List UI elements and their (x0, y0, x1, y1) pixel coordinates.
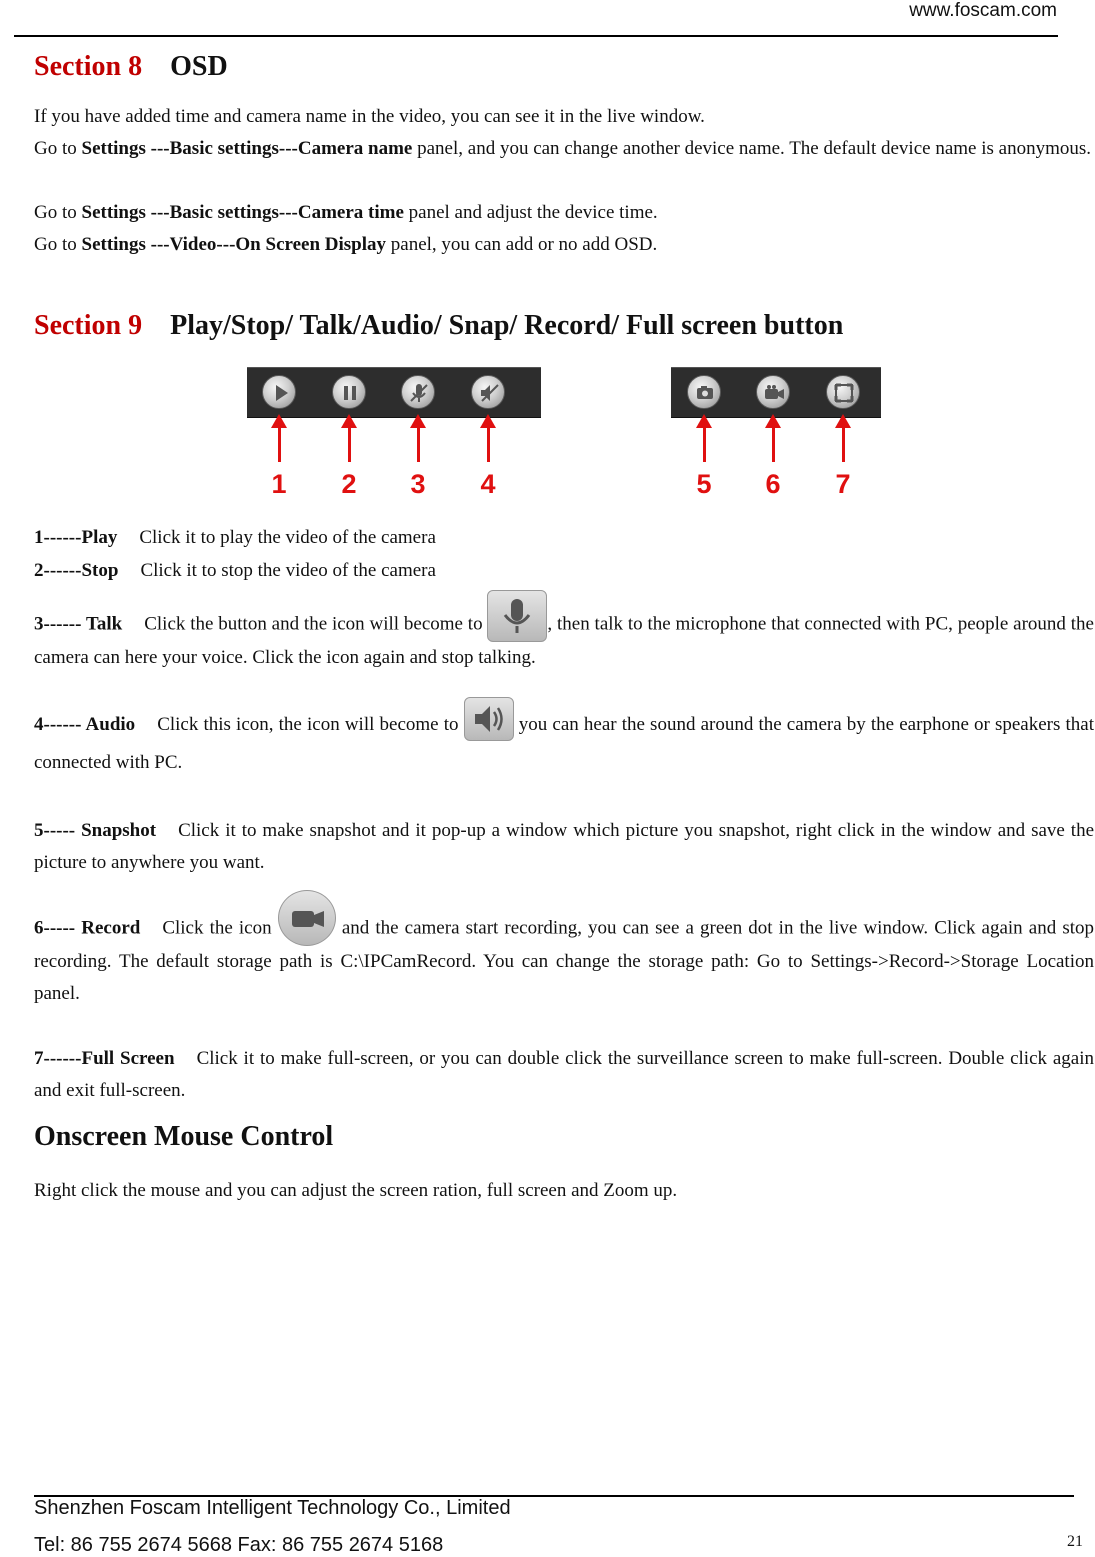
speaker-icon (464, 697, 514, 741)
camera-icon (687, 375, 721, 409)
item-record: 6----- Record Click the icon and the camera start recording, you can see a green dot in the live window. Click again and stop recording. The default storage path is C:\IPCamRecord. You can change the storage path: Go to Settings->Record->Storage Location panel. (34, 912, 1094, 1010)
arrow-5 (703, 426, 706, 462)
item-play: 1------Play Click it to play the video of the camera (34, 527, 436, 548)
footer-company: Shenzhen Foscam Intelligent Technology Co., Limited (34, 1497, 511, 1519)
video-camera-icon (278, 890, 336, 946)
figure-label-5: 5 (696, 469, 712, 499)
figure-label-1: 1 (271, 469, 287, 499)
figure-label-7: 7 (835, 469, 851, 499)
figure-label-2: 2 (341, 469, 357, 499)
header-divider (14, 35, 1058, 37)
section-8-line-2: Go to Settings ---Basic settings---Camera name panel, and you can change another device name. The default device name is anonymous. (34, 138, 1091, 159)
item-fullscreen: 7------Full Screen Click it to make full-screen, or you can double click the surveillance screen to make full-screen. Double click again and exit full-screen. (34, 1048, 1095, 1101)
left-toolbar-image (247, 367, 541, 418)
section-8-title: OSD (170, 51, 228, 82)
section-8-line-3: Go to Settings ---Basic settings---Camera time panel and adjust the device time. (34, 202, 658, 223)
item-stop-label: 2------Stop (34, 560, 119, 581)
figure-label-3: 3 (410, 469, 426, 499)
header-url: www.foscam.com (909, 0, 1057, 21)
pause-icon (332, 375, 366, 409)
section-9-number: Section 9 (34, 310, 143, 341)
video-camera-icon (756, 375, 790, 409)
item-fullscreen-label: 7------Full Screen (34, 1048, 175, 1069)
play-icon (262, 375, 296, 409)
microphone-icon (487, 590, 547, 642)
section-9-heading (34, 310, 843, 342)
right-toolbar-image (671, 367, 881, 418)
settings-path-camera-time: Settings ---Basic settings---Camera time (81, 202, 404, 223)
page-number: 21 (1067, 1533, 1083, 1550)
arrow-3 (417, 426, 420, 462)
footer-contact: Tel: 86 755 2674 5668 Fax: 86 755 2674 5168 (34, 1534, 444, 1556)
arrow-1 (278, 426, 281, 462)
settings-path-camera-name: Settings ---Basic settings---Camera name (81, 138, 413, 159)
speaker-muted-icon (471, 375, 505, 409)
item-talk-label: 3------ Talk (34, 613, 123, 635)
arrow-6 (772, 426, 775, 462)
figure-label-4: 4 (480, 469, 496, 499)
arrow-2 (348, 426, 351, 462)
onscreen-text: Right click the mouse and you can adjust the screen ration, full screen and Zoom up. (34, 1180, 678, 1201)
microphone-muted-icon (401, 375, 435, 409)
figure-label-6: 6 (765, 469, 781, 499)
onscreen-heading: Onscreen Mouse Control (34, 1121, 334, 1152)
section-8-line-1: If you have added time and camera name in the video, you can see it in the live window. (34, 106, 705, 127)
item-stop: 2------Stop Click it to stop the video of the camera (34, 560, 436, 581)
item-record-label: 6----- Record (34, 917, 141, 939)
section-8-line-4: Go to Settings ---Video---On Screen Display panel, you can add or no add OSD. (34, 234, 658, 255)
item-talk: 3------ Talk Click the button and the icon will become to , then talk to the microphone that connected with PC, people around the camera can here your voice. Click the icon again and stop talking. (34, 608, 1094, 674)
item-snapshot: 5----- Snapshot Click it to make snapshot and it pop-up a window which picture you snapshot, right click in the window and save the picture to anywhere you want. (34, 820, 1094, 873)
item-audio-label: 4------ Audio (34, 714, 136, 735)
section-9-title: Play/Stop/ Talk/Audio/ Snap/ Record/ Full screen button (170, 310, 844, 341)
settings-path-osd: Settings ---Video---On Screen Display (81, 234, 387, 255)
item-snapshot-label: 5----- Snapshot (34, 820, 157, 841)
section-8-heading (34, 51, 228, 83)
arrow-4 (487, 426, 490, 462)
item-audio: 4------ Audio Click this icon, the icon will become to you can hear the sound around the camera by the earphone or speakers that connected with PC. (34, 706, 1094, 782)
fullscreen-icon (826, 375, 860, 409)
item-play-label: 1------Play (34, 527, 118, 548)
section-8-number: Section 8 (34, 51, 143, 82)
arrow-7 (842, 426, 845, 462)
